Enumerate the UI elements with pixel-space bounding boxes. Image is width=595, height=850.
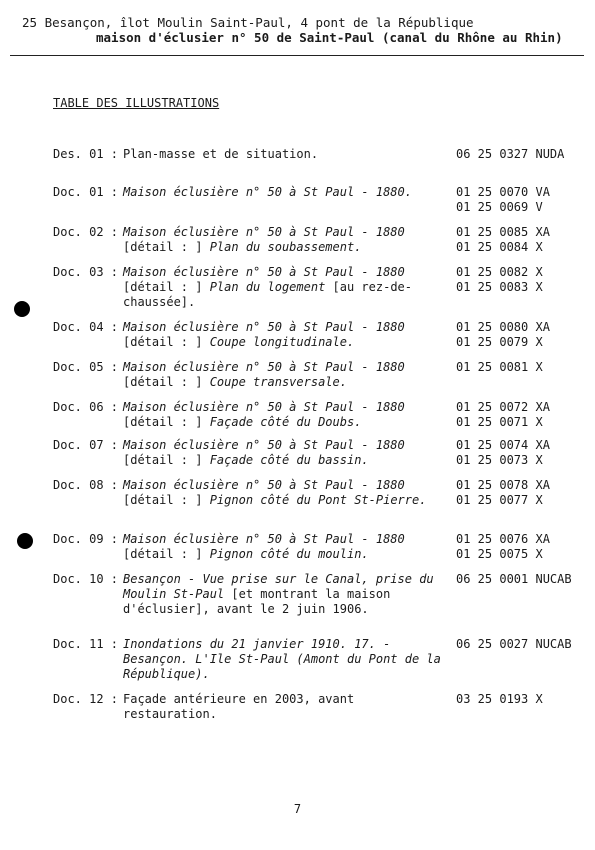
entry-codes [456,225,550,255]
entry-code: 01 25 0075 X [456,547,543,561]
entry-id: Doc. 02 : [53,225,119,239]
entry-description-segment: [détail : ] [123,415,210,429]
entry-codes [456,637,572,652]
entry-codes [456,360,543,375]
entry-description-segment: Maison éclusière n° 50 à St Paul - 1880 [123,532,405,546]
entry-description [123,147,443,162]
entry-description-segment: [détail : ] [123,280,210,294]
margin-bullet-icon [14,301,30,317]
margin-bullet-icon [17,533,33,549]
entry-description-segment: [détail : ] [123,375,210,389]
entry-description [123,478,443,508]
entry-id: Doc. 01 : [53,185,119,199]
entry-id: Des. 01 : [53,147,119,161]
entry-code: 01 25 0074 XA [456,438,550,452]
entry-description-segment: [détail : ] [123,547,210,561]
entry-code: 01 25 0082 X [456,265,543,279]
entry-codes [456,320,550,350]
entry-codes [456,265,543,295]
entry-id: Doc. 05 : [53,360,119,374]
entry-code: 01 25 0079 X [456,335,543,349]
entry-code: 06 25 0027 NUCAB [456,637,572,651]
entry-code: 01 25 0077 X [456,493,543,507]
entry-codes [456,692,543,707]
entry-description-segment: [détail : ] [123,453,210,467]
entry-code: 01 25 0070 VA [456,185,550,199]
entry-description-segment: [détail : ] [123,335,210,349]
header-line-1: 25 Besançon, îlot Moulin Saint-Paul, 4 pont de la République [22,15,474,30]
entry-codes [456,147,564,162]
entry-code: 06 25 0001 NUCAB [456,572,572,586]
entry-description-segment: [détail : ] [123,493,210,507]
entry-code: 01 25 0080 XA [456,320,550,334]
entry-description-segment: Façade antérieure en 2003, avant restauration. [123,692,355,721]
entry-code: 01 25 0071 X [456,415,543,429]
entry-description [123,360,443,390]
entry-id: Doc. 08 : [53,478,119,492]
entry-description [123,532,443,562]
entry-description-segment: Besançon - Vue prise sur le Canal, prise du Moulin St-Paul [123,572,434,601]
entry-description [123,400,443,430]
entry-description [123,185,443,200]
entry-id: Doc. 10 : [53,572,119,586]
entry-id: Doc. 04 : [53,320,119,334]
entry-description-segment: Coupe transversale. [209,375,347,389]
entry-description-segment: Maison éclusière n° 50 à St Paul - 1880 [123,320,405,334]
entry-code: 01 25 0076 XA [456,532,550,546]
entry-description [123,265,443,310]
entry-id: Doc. 11 : [53,637,119,651]
entry-codes [456,478,550,508]
entry-description [123,320,443,350]
entry-codes [456,532,550,562]
entry-description-segment: Coupe longitudinale. [209,335,355,349]
entry-description [123,637,443,682]
entry-description-segment: Maison éclusière n° 50 à St Paul - 1880 [123,265,405,279]
entry-code: 03 25 0193 X [456,692,543,706]
entry-code: 01 25 0084 X [456,240,543,254]
page-number: 7 [293,802,302,816]
entry-codes [456,572,572,587]
entry-description-segment: [au rez-de-chaussée]. [123,280,412,309]
entry-code: 01 25 0081 X [456,360,543,374]
entry-description-segment: Façade côté du bassin. [209,453,369,467]
entry-description-segment: Maison éclusière n° 50 à St Paul - 1880. [123,185,412,199]
entry-codes [456,438,550,468]
entry-id: Doc. 06 : [53,400,119,414]
entry-code: 01 25 0083 X [456,280,543,294]
entry-code: 01 25 0069 V [456,200,543,214]
entry-id: Doc. 12 : [53,692,119,706]
entry-description-segment: Plan du soubassement. [209,240,362,254]
entry-codes [456,185,550,215]
header-divider [10,55,584,56]
entry-code: 01 25 0085 XA [456,225,550,239]
section-title: TABLE DES ILLUSTRATIONS [53,96,220,110]
entry-description-segment: Inondations du 21 janvier 1910. 17. - Besançon. L'Ile St-Paul (Amont du Pont de la République). [123,637,441,681]
entry-description-segment: [et montrant la maison d'éclusier], avant le 2 juin 1906. [123,587,391,616]
entry-code: 01 25 0078 XA [456,478,550,492]
entry-description-segment: Maison éclusière n° 50 à St Paul - 1880 [123,478,405,492]
entry-description-segment: [détail : ] [123,240,210,254]
entry-description-segment: Pignon côté du moulin. [209,547,369,561]
entry-description-segment: Plan du logement [209,280,326,294]
entry-description [123,572,443,617]
entry-description [123,438,443,468]
entry-description-segment: Maison éclusière n° 50 à St Paul - 1880 [123,225,405,239]
entry-description-segment: Façade côté du Doubs. [209,415,362,429]
entry-id: Doc. 09 : [53,532,119,546]
entry-description [123,692,443,722]
header-line-2: maison d'éclusier n° 50 de Saint-Paul (canal du Rhône au Rhin) [96,30,563,45]
entry-code: 01 25 0072 XA [456,400,550,414]
entry-id: Doc. 07 : [53,438,119,452]
entry-code: 06 25 0327 NUDA [456,147,565,161]
entry-description-segment: Pignon côté du Pont St-Pierre. [209,493,427,507]
entry-code: 01 25 0073 X [456,453,543,467]
entry-description [123,225,443,255]
entry-codes [456,400,550,430]
entry-id: Doc. 03 : [53,265,119,279]
entry-description-segment: Plan-masse et de situation. [123,147,319,161]
entry-description-segment: Maison éclusière n° 50 à St Paul - 1880 [123,400,405,414]
entry-description-segment: Maison éclusière n° 50 à St Paul - 1880 [123,438,405,452]
entry-description-segment: Maison éclusière n° 50 à St Paul - 1880 [123,360,405,374]
